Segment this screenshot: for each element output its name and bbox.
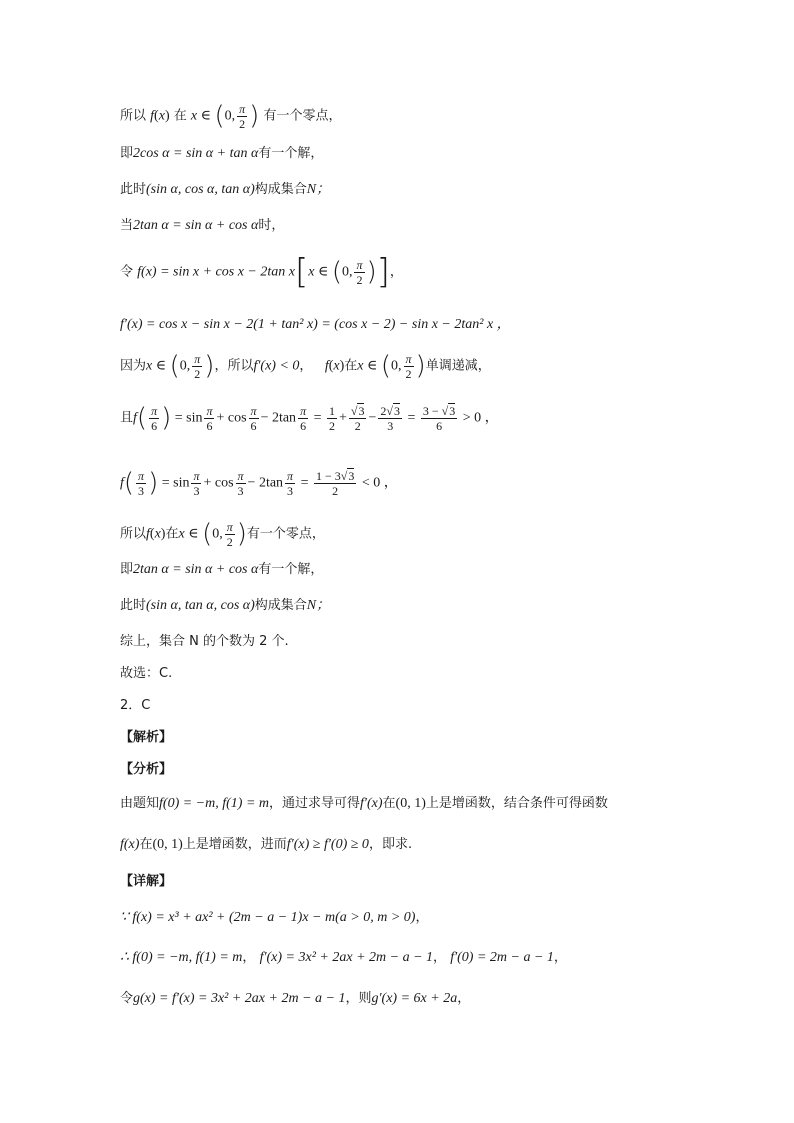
math: = — [403, 410, 419, 426]
text: 2．C — [120, 698, 151, 713]
section-heading-xiangjie — [120, 871, 734, 893]
text: ， — [415, 910, 429, 925]
text: 有一个解， — [258, 146, 324, 161]
math: f — [324, 358, 329, 374]
math: f′(x) — [360, 796, 383, 811]
fraction: $\frac{\pi}{3}$ — [138, 468, 145, 498]
math: ( — [149, 526, 155, 542]
text: 令 — [120, 264, 134, 280]
math: f(x) = sin x + cos x − 2tan x — [137, 264, 295, 280]
fraction: $\frac{2√3}{3}$ — [380, 403, 400, 433]
math: = — [310, 410, 325, 426]
math: ∈ — [197, 108, 215, 124]
math: 0, — [212, 526, 223, 542]
math: x — [146, 358, 153, 374]
fraction: $\frac{\pi}{6}$ — [151, 403, 158, 433]
paren: ) — [415, 351, 426, 381]
math: ∴ f(0) = −m, f(1) = m — [120, 950, 243, 965]
math: > 0 ， — [459, 410, 499, 426]
text: ，则 — [345, 991, 372, 1006]
math: x — [333, 358, 340, 374]
paren: ) — [148, 468, 159, 498]
paren: ( — [123, 468, 135, 498]
text: 上是增函数，结合条件可得函数 — [425, 796, 608, 811]
math: ( — [154, 108, 159, 124]
text: 所以 — [120, 526, 147, 542]
math: (sin α, cos α, tan α) — [146, 182, 255, 197]
text-line-3 — [120, 179, 734, 201]
text-line-2 — [120, 143, 734, 165]
math: (sin α, tan α, cos α) — [146, 598, 255, 613]
text: 上是增函数，进而 — [182, 837, 287, 852]
paren: ) — [204, 351, 215, 381]
text: 此时 — [120, 182, 147, 197]
math: f′(x) ≥ f′(0) ≥ 0 — [286, 837, 369, 852]
text: 令 — [120, 991, 134, 1006]
fraction: $\frac{\pi}{2}$ — [226, 519, 233, 549]
math: ) — [160, 526, 166, 542]
math: 0, — [391, 358, 402, 374]
fraction: $\frac{\pi}{3}$ — [237, 468, 244, 498]
fraction: $\frac{1 - 3√3}{2}$ — [315, 468, 355, 498]
text: 单调递减， — [425, 358, 491, 374]
fraction: $\frac{\pi}{2}$ — [194, 351, 201, 381]
math: + — [338, 410, 347, 426]
text: 且 — [120, 410, 134, 426]
text: 有一个零点， — [263, 108, 342, 124]
text: ， — [457, 991, 471, 1006]
text-line-23 — [120, 988, 734, 1010]
fraction: $\frac{3 - √3}{6}$ — [422, 403, 456, 433]
math: ∈ — [184, 526, 203, 542]
bracket: ] — [376, 252, 390, 292]
text: 所以 — [120, 108, 147, 124]
heading: 【分析】 — [120, 762, 173, 777]
math: f — [120, 475, 124, 491]
math: ∵ f(x) = x³ + ax² + (2m − a − 1)x − m(a > 0, m > 0) — [120, 910, 416, 925]
text-line-12 — [120, 595, 734, 617]
text: 即 — [120, 562, 134, 577]
math: − 2tan — [247, 475, 284, 491]
paren: ) — [161, 403, 172, 433]
text: 在 — [382, 796, 396, 811]
math: ∈ — [314, 264, 332, 280]
heading: 【详解】 — [120, 874, 173, 889]
text: ， — [299, 358, 313, 374]
bracket: [ — [294, 252, 309, 292]
math: f(0) = −m, f(1) = m — [159, 796, 270, 811]
paren: ) — [366, 257, 377, 287]
fraction: $\frac{\pi}{6}$ — [250, 403, 257, 433]
text-line-14 — [120, 663, 734, 685]
text: 在 — [165, 526, 179, 542]
text: ，即求. — [368, 837, 413, 852]
text: ， — [389, 264, 403, 280]
question-number — [120, 695, 734, 717]
text-line-18 — [120, 793, 734, 815]
text: ， — [553, 950, 567, 965]
math: f′(0) = 2m − a − 1 — [450, 950, 554, 965]
text: 即 — [120, 146, 134, 161]
text: 构成集合 — [254, 598, 307, 613]
math: f′(x) = 3x² + 2ax + 2m − a − 1 — [259, 950, 434, 965]
math: N； — [306, 598, 331, 613]
text: ，通过求导可得 — [269, 796, 361, 811]
math: − 2tan — [260, 410, 297, 426]
math: f(x) — [120, 837, 140, 852]
paren: ( — [331, 257, 342, 287]
math: 0, — [224, 108, 236, 124]
text: 在 — [173, 108, 187, 124]
math: x — [178, 526, 185, 542]
text: ， — [433, 950, 447, 965]
math: = sin — [158, 475, 190, 491]
text: 由题知 — [120, 796, 160, 811]
text-line-7 — [120, 346, 734, 387]
math: f — [133, 410, 137, 426]
math: 0, — [179, 358, 191, 374]
paren: ( — [214, 101, 225, 131]
paren: ) — [249, 101, 260, 131]
fraction: $\frac{\pi}{2}$ — [356, 257, 363, 287]
text-line-21 — [120, 907, 734, 929]
math: + cos — [203, 475, 234, 491]
text: 在 — [139, 837, 153, 852]
math: − — [368, 410, 377, 426]
math: ) — [339, 358, 345, 374]
paren: ( — [202, 519, 213, 549]
math: ) — [164, 108, 170, 124]
text: 当 — [120, 218, 134, 233]
text-line-9 — [120, 463, 734, 504]
text: 时， — [258, 218, 285, 233]
math: 2tan α = sin α + cos α — [133, 562, 259, 577]
text: 此时 — [120, 598, 147, 613]
math: f′(x) < 0 — [253, 358, 300, 374]
fraction: $\frac{\pi}{6}$ — [300, 403, 307, 433]
section-heading-jiexi — [120, 727, 734, 749]
math: (0, 1) — [395, 796, 426, 811]
heading: 【解析】 — [120, 730, 173, 745]
fraction: $\frac{\pi}{3}$ — [287, 468, 294, 498]
text-line-8 — [120, 398, 734, 439]
text-line-11 — [120, 559, 734, 581]
math: f — [150, 108, 155, 124]
fraction: $\frac{√3}{2}$ — [350, 403, 365, 433]
text-line-1 — [120, 96, 734, 137]
math: (0, 1) — [152, 837, 183, 852]
text: 综上，集合 N 的个数为 2 个. — [120, 634, 289, 649]
math: 2cos α = sin α + tan α — [133, 146, 259, 161]
fraction: $\frac{\pi}{2}$ — [405, 351, 412, 381]
text-line-13 — [120, 631, 734, 653]
math: x — [308, 264, 315, 280]
math: f′(x) = cos x − sin x − 2(1 + tan² x) = (cos x − 2) − sin x − 2tan² x ， — [120, 317, 511, 332]
math: x — [190, 108, 198, 124]
text-line-4 — [120, 215, 734, 237]
text-line-22 — [120, 947, 734, 969]
text: ， — [242, 950, 256, 965]
fraction: $\frac{\pi}{2}$ — [239, 101, 246, 131]
text: 有一个解， — [258, 562, 324, 577]
math: N； — [306, 182, 331, 197]
section-heading-fenxi — [120, 759, 734, 781]
text: 有一个零点， — [246, 526, 325, 542]
text: 故选：C. — [120, 666, 173, 681]
math: x — [158, 108, 165, 124]
fraction: $\frac{1}{2}$ — [328, 403, 335, 433]
text: ，所以 — [214, 358, 254, 374]
text-line-10 — [120, 514, 734, 555]
math: f — [146, 526, 150, 542]
math: g′(x) = 6x + 2a — [371, 991, 458, 1006]
text-line-19 — [120, 834, 734, 856]
math: x — [357, 358, 364, 374]
text: 构成集合 — [254, 182, 307, 197]
fraction: $\frac{\pi}{3}$ — [193, 468, 200, 498]
text: 在 — [344, 358, 358, 374]
math: 0, — [341, 264, 353, 280]
math: 2tan α = sin α + cos α — [133, 218, 259, 233]
math: x — [154, 526, 161, 542]
math: + cos — [216, 410, 247, 426]
math: = — [297, 475, 312, 491]
text: 因为 — [120, 358, 147, 374]
math: < 0 ， — [358, 475, 398, 491]
text-line-6 — [120, 314, 734, 336]
math: = sin — [171, 410, 203, 426]
fraction: $\frac{\pi}{6}$ — [206, 403, 213, 433]
math: g(x) = f′(x) = 3x² + 2ax + 2m − a − 1 — [133, 991, 346, 1006]
math: ∈ — [152, 358, 170, 374]
paren: ( — [169, 351, 180, 381]
math: ( — [328, 358, 334, 374]
paren: ( — [136, 403, 148, 433]
text-line-5 — [120, 252, 734, 293]
paren: ) — [236, 519, 247, 549]
math: ∈ — [363, 358, 381, 374]
paren: ( — [380, 351, 392, 381]
